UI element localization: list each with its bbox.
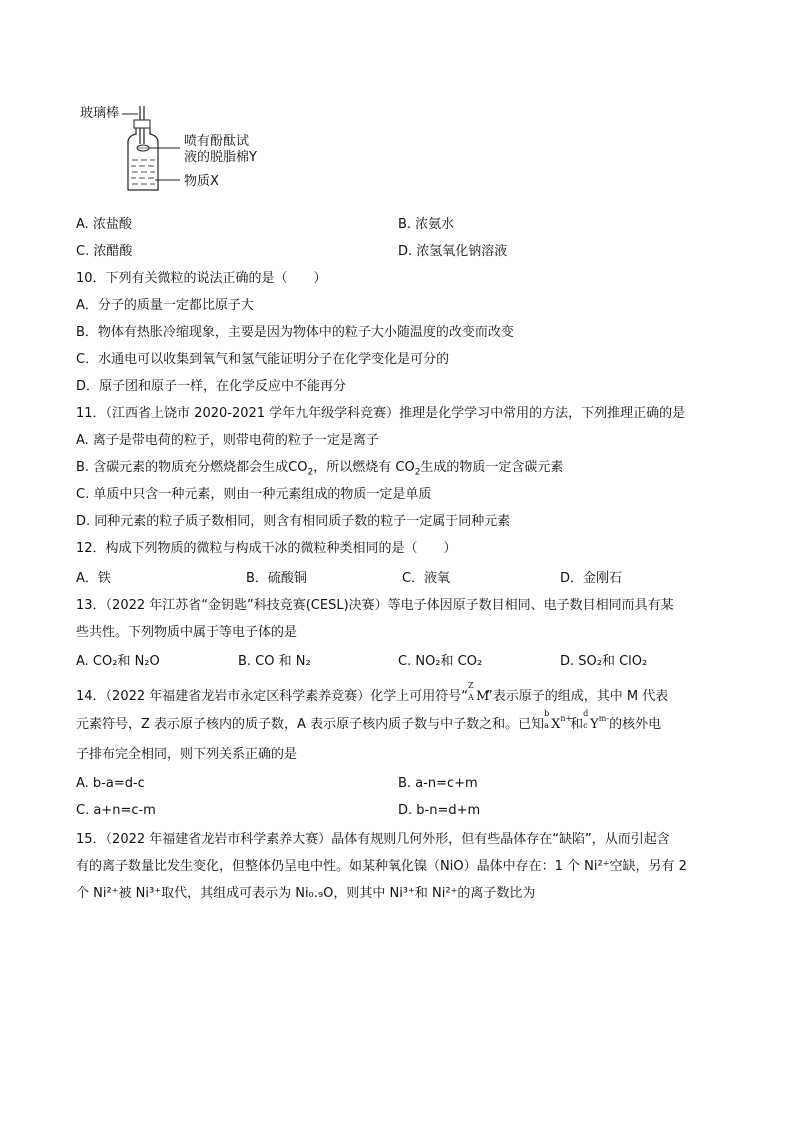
q12-option-b: B．硫酸铜 (246, 571, 307, 586)
q9-option-d: D. 浓氢氧化钠溶液 (398, 244, 508, 259)
q14-stem-line2: 元素符号，Z 表示原子核内的质子数，A 表示原子核内质子数与中子数之和。已知 b a $X^{n+}$和 d c $Y^{m-}$的核外电 (76, 716, 661, 735)
q9-option-b: B. 浓氨水 (398, 217, 455, 232)
q13-stem-line2: 些共性。下列物质中属于等电子体的是 (76, 625, 298, 640)
substance-label: 物质X (184, 174, 219, 189)
q11-option-c: C. 单质中只含一种元素，则由一种元素组成的物质一定是单质 (76, 487, 432, 502)
q11-option-d: D. 同种元素的粒子质子数相同，则含有相同质子数的粒子一定属于同种元素 (76, 514, 511, 529)
q10-option-a: A．分子的质量一定都比原子大 (76, 298, 254, 313)
q13-stem-line1: 13．（2022 年江苏省“金钥匙”科技竞赛(CESL)决赛）等电子体因原子数目相同、电子数目相同而具有某 (76, 598, 674, 613)
nuclide-symbol-y: d c $Y^{m-}$ (583, 709, 609, 732)
q14-option-d: D. b-n=d+m (398, 803, 481, 818)
q14-stem-line1: 14．（2022 年福建省龙岩市永定区科学素养竞赛）化学上可用符号“ Z A M”表示原子的组成，其中 M 代表 (76, 681, 669, 704)
q13-option-d: D. SO₂和 ClO₂ (560, 654, 648, 669)
q13-option-a: A. CO₂和 N₂O (76, 654, 160, 669)
cotton-label-line2: 液的脱脂棉Y (184, 150, 257, 165)
q12-option-c: C．液氧 (402, 571, 451, 586)
q10-option-d: D．原子团和原子一样，在化学反应中不能再分 (76, 379, 347, 394)
q15-stem-line1: 15．（2022 年福建省龙岩市科学素养大赛）晶体有规则几何外形，但有些晶体存在“缺陷”，从而引起含 (76, 832, 670, 847)
q14-option-c: C. a+n=c-m (76, 803, 156, 818)
q11-stem: 11．（江西省上饶市 2020-2021 学年九年级学科竞赛）推理是化学学习中常用的方法，下列推理正确的是 (76, 406, 686, 421)
q13-option-c: C. NO₂和 CO₂ (398, 654, 483, 669)
q12-option-a: A．铁 (76, 571, 111, 586)
q10-option-b: B．物体有热胀冷缩现象，主要是因为物体中的粒子大小随温度的改变而改变 (76, 325, 514, 340)
q14-stem-line3: 子排布完全相同，则下列关系正确的是 (76, 747, 298, 762)
q12-stem: 12．构成下列物质的微粒与构成干冰的微粒种类相同的是（ ） (76, 541, 457, 556)
q11-option-a: A. 离子是带电荷的粒子，则带电荷的粒子一定是离子 (76, 433, 379, 448)
q14-option-b: B. a-n=c+m (398, 776, 478, 791)
nuclide-symbol-x: b a $X^{n+}$ (544, 709, 573, 732)
q10-option-c: C．水通电可以收集到氧气和氢气能证明分子在化学变化是可分的 (76, 352, 450, 367)
q13-option-b: B. CO 和 N₂ (238, 654, 311, 669)
q14-option-a: A. b-a=d-c (76, 776, 145, 791)
q9-option-c: C. 浓醋酸 (76, 244, 133, 259)
nuclide-symbol-zam: Z A M (468, 681, 490, 704)
apparatus-figure (76, 100, 296, 200)
q15-stem-line2: 有的离子数量比发生变化，但整体仍呈电中性。如某种氧化镍（NiO）晶体中存在：1 个 Ni²⁺空缺，另有 2 (76, 859, 687, 874)
q15-stem-line3: 个 Ni²⁺被 Ni³⁺取代，其组成可表示为 Ni₀.₉O，则其中 Ni³⁺和 Ni²⁺的离子数比为 (76, 886, 536, 901)
q12-option-d: D．金刚石 (560, 571, 623, 586)
q10-stem: 10．下列有关微粒的说法正确的是（ ） (76, 271, 327, 286)
q9-option-a: A. 浓盐酸 (76, 217, 132, 232)
q11-option-b: B. 含碳元素的物质充分燃烧都会生成$CO_2$，所以燃烧有 $CO_2$生成的物质一定含碳元素 (76, 460, 564, 478)
cotton-label-line1: 喷有酚酞试 (184, 134, 250, 149)
glass-rod-label: 玻璃棒 (80, 106, 120, 121)
